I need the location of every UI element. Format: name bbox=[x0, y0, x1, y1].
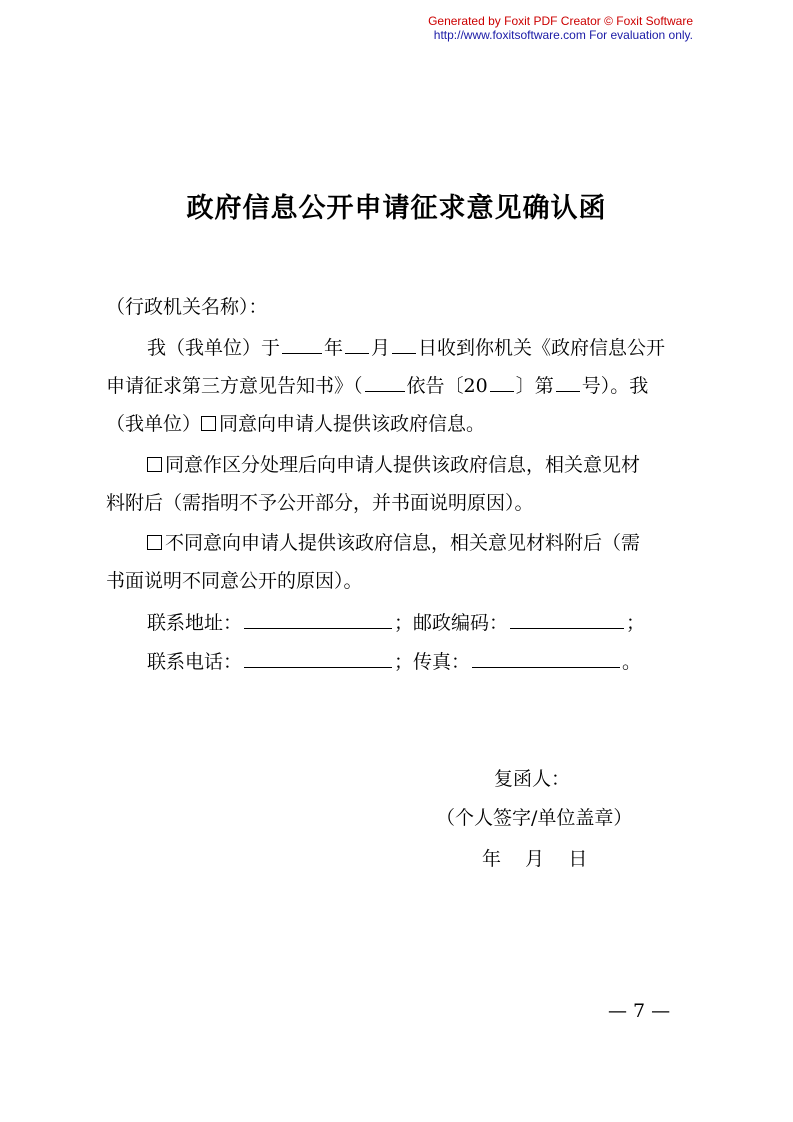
phone-field[interactable] bbox=[244, 649, 392, 668]
evaluation-watermark bbox=[428, 14, 693, 42]
text-segment: 我（我单位）于 bbox=[147, 337, 281, 359]
agree-checkbox[interactable] bbox=[201, 416, 216, 431]
text-segment: 年 bbox=[324, 337, 344, 359]
contact-line-1 bbox=[147, 610, 645, 636]
option-disagree-line-2: 书面说明不同意公开的原因）。 bbox=[106, 570, 363, 592]
text-segment: 〕第 bbox=[515, 375, 554, 397]
agency-abbr-blank bbox=[365, 373, 405, 392]
option-agree-line bbox=[106, 411, 485, 437]
text-segment: 。 bbox=[622, 651, 642, 673]
text-segment: 申请征求第三方意见告知书》（ bbox=[106, 375, 363, 397]
option-partial-label: 同意作区分处理后向申请人提供该政府信息，相关意见材 bbox=[165, 454, 641, 476]
option-partial-line-2: 料附后（需指明不予公开部分，并书面说明原因）。 bbox=[106, 492, 534, 514]
page-number: — 7 — bbox=[608, 1000, 671, 1022]
contact-line-2 bbox=[147, 649, 641, 675]
receipt-statement-line-2 bbox=[106, 373, 648, 399]
year-number-blank bbox=[490, 373, 514, 392]
respondent-label: 复函人： bbox=[494, 768, 571, 790]
text-segment: ； bbox=[626, 612, 646, 634]
text-segment: 依告〔20 bbox=[406, 375, 488, 397]
option-disagree-label: 不同意向申请人提供该政府信息，相关意见材料附后（需 bbox=[165, 532, 641, 554]
option-disagree-line-1 bbox=[147, 530, 640, 556]
address-field[interactable] bbox=[244, 610, 392, 629]
text-segment: 号）。我 bbox=[581, 375, 649, 397]
watermark-line-2: http://www.foxitsoftware.com For evaluation only. bbox=[433, 28, 693, 42]
phone-label: 联系电话： bbox=[147, 651, 243, 673]
addressee-line: （行政机关名称）： bbox=[106, 296, 268, 318]
postcode-field[interactable] bbox=[510, 610, 624, 629]
address-label: 联系地址： bbox=[147, 612, 243, 634]
day-blank bbox=[392, 335, 416, 354]
fax-label: 传真： bbox=[413, 651, 471, 673]
text-segment: 日收到你机关《政府信息公开 bbox=[418, 337, 666, 359]
serial-number-blank bbox=[556, 373, 580, 392]
text-segment: （我单位） bbox=[106, 413, 202, 435]
fax-field[interactable] bbox=[472, 649, 620, 668]
option-partial-line-1 bbox=[147, 452, 640, 478]
disagree-checkbox[interactable] bbox=[147, 535, 162, 550]
watermark-line-1: Generated by Foxit PDF Creator © Foxit Software bbox=[428, 14, 693, 28]
partial-agree-checkbox[interactable] bbox=[147, 457, 162, 472]
signature-date: 年 月 日 bbox=[482, 848, 588, 870]
month-blank bbox=[345, 335, 369, 354]
signature-note: （个人签字/单位盖章） bbox=[436, 807, 633, 829]
postcode-label: 邮政编码： bbox=[413, 612, 509, 634]
text-segment: ； bbox=[394, 612, 414, 634]
option-agree-label: 同意向申请人提供该政府信息。 bbox=[219, 413, 486, 435]
document-title: 政府信息公开申请征求意见确认函 bbox=[186, 193, 607, 224]
text-segment: 月 bbox=[371, 337, 391, 359]
text-segment: ； bbox=[394, 651, 414, 673]
year-blank bbox=[282, 335, 322, 354]
receipt-statement-line-1 bbox=[147, 335, 665, 361]
